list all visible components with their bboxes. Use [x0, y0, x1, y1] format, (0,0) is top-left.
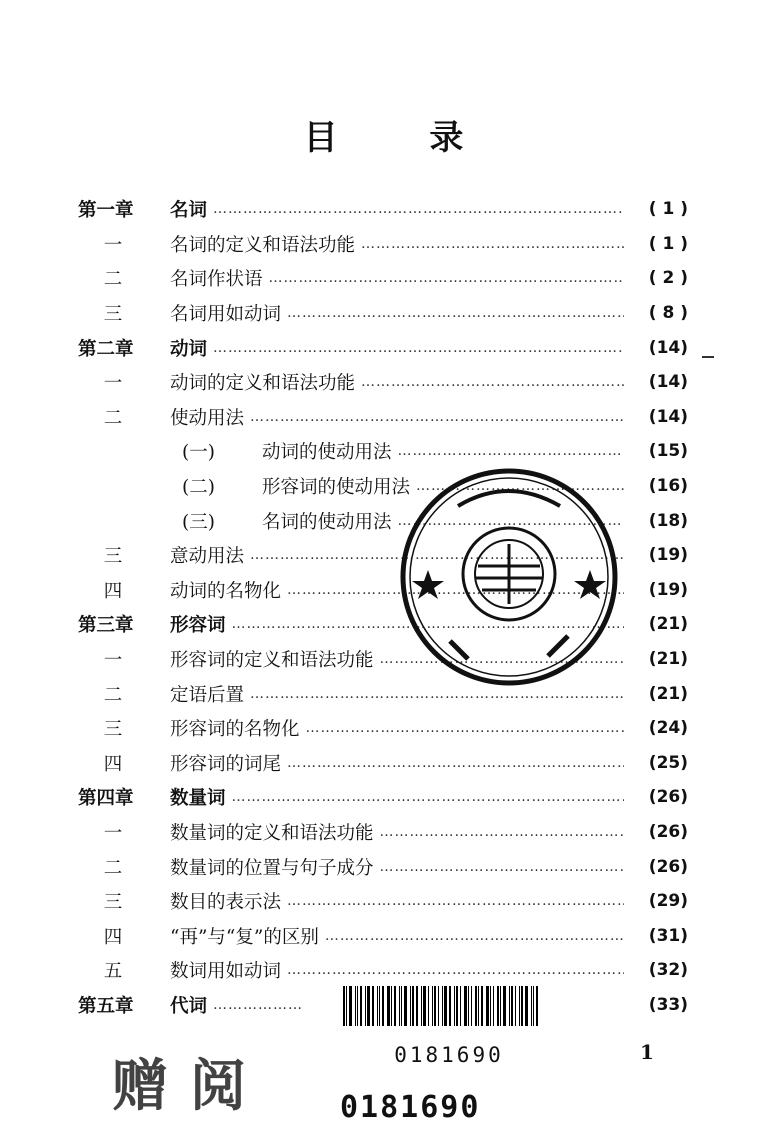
barcode-bar: [493, 986, 494, 1026]
barcode-bar: [444, 986, 447, 1026]
toc-label: “再”与“复”的区别: [170, 926, 319, 948]
toc-number: 三: [103, 304, 123, 326]
toc-label: 名词的使动用法: [262, 511, 392, 533]
barcode: [343, 986, 555, 1026]
barcode-bar: [442, 986, 443, 1026]
toc-page: (16): [648, 476, 688, 497]
barcode-bar: [423, 986, 426, 1026]
toc-row: [78, 434, 688, 469]
toc-page: (14): [648, 406, 688, 427]
leader-dots: [213, 201, 624, 217]
barcode-bar: [428, 986, 429, 1026]
toc-number: 五: [103, 961, 123, 983]
leader-dots: [325, 928, 624, 944]
toc-number: 第五章: [78, 995, 134, 1017]
barcode-bar: [434, 986, 436, 1026]
barcode-bar: [379, 986, 380, 1026]
toc-page: (19): [648, 545, 688, 566]
toc-page: (21): [648, 614, 688, 635]
toc-row: [78, 192, 688, 227]
barcode-bar: [497, 986, 499, 1026]
barcode-bar: [503, 986, 506, 1026]
leader-dots: [287, 755, 624, 771]
barcode-bar: [346, 986, 347, 1026]
page-title: 目 录: [303, 118, 504, 158]
toc-row: [78, 400, 688, 435]
barcode-bar: [421, 986, 422, 1026]
toc-page: (25): [648, 752, 688, 773]
barcode-bar: [481, 986, 483, 1026]
toc-number: 二: [103, 407, 123, 429]
toc-label: 名词: [170, 200, 208, 222]
toc-label: 名词用如动词: [170, 304, 282, 326]
toc-row: [78, 953, 688, 988]
toc-number: 四: [103, 753, 123, 775]
barcode-bar: [387, 986, 390, 1026]
accession-number: 0181690: [340, 1090, 481, 1125]
toc-row: [78, 918, 688, 953]
toc-number: 一: [103, 822, 123, 844]
barcode-bar: [432, 986, 433, 1026]
toc-row: [78, 711, 688, 746]
barcode-bar: [468, 986, 469, 1026]
page-number: 1: [640, 1040, 654, 1064]
toc-number: 三: [103, 719, 123, 741]
barcode-bar: [500, 986, 501, 1026]
toc-number: 四: [103, 580, 123, 602]
toc-number: (一): [182, 442, 215, 464]
toc-number: (二): [182, 477, 215, 499]
toc-number: 四: [103, 926, 123, 948]
toc-page: (31): [648, 925, 688, 946]
leader-dots: [306, 720, 624, 736]
toc-label: 使动用法: [170, 407, 245, 429]
barcode-bar: [464, 986, 467, 1026]
toc-page: (24): [648, 718, 688, 739]
barcode-bar: [486, 986, 489, 1026]
toc-page: ( 8 ): [648, 303, 688, 324]
barcode-bar: [511, 986, 513, 1026]
barcode-bar: [471, 986, 472, 1026]
toc-page: (21): [648, 649, 688, 670]
toc-number: 二: [103, 857, 123, 879]
toc-row: [78, 746, 688, 781]
toc-number: 第二章: [78, 338, 134, 360]
barcode-bar: [519, 986, 520, 1026]
barcode-bar: [454, 986, 455, 1026]
toc-number: 一: [103, 373, 123, 395]
toc-page: (19): [648, 579, 688, 600]
toc-page: ( 1 ): [648, 233, 688, 254]
leader-dots: [269, 270, 624, 286]
leader-dots: [287, 893, 624, 909]
barcode-bar: [355, 986, 356, 1026]
toc-label: 形容词的使动用法: [262, 477, 411, 499]
barcode-bar: [412, 986, 414, 1026]
toc-page: (14): [648, 337, 688, 358]
barcode-bar: [343, 986, 345, 1026]
barcode-bar: [377, 986, 378, 1026]
toc-row: [78, 780, 688, 815]
toc-label: 动词的定义和语法功能: [170, 373, 356, 395]
barcode-bar: [438, 986, 439, 1026]
barcode-bar: [416, 986, 418, 1026]
stray-mark: [702, 356, 714, 358]
gift-stamp: 赠阅: [112, 1053, 268, 1119]
toc-page: (26): [648, 821, 688, 842]
barcode-bar: [357, 986, 358, 1026]
toc-label: 形容词的定义和语法功能: [170, 650, 374, 672]
toc-row: [78, 261, 688, 296]
barcode-bar: [394, 986, 396, 1026]
toc-page: (33): [648, 994, 688, 1015]
barcode-bar: [533, 986, 534, 1026]
toc-label: 名词的定义和语法功能: [170, 234, 356, 256]
leader-dots: [232, 789, 624, 805]
barcode-bar: [509, 986, 510, 1026]
toc-page: ( 1 ): [648, 199, 688, 220]
leader-dots: [287, 962, 624, 978]
library-seal-stamp: [398, 466, 620, 688]
toc-page: (18): [648, 510, 688, 531]
toc-row: [78, 296, 688, 331]
barcode-bar: [525, 986, 528, 1026]
toc-label: 动词的使动用法: [262, 442, 392, 464]
toc-row: [78, 815, 688, 850]
toc-label: 形容词的词尾: [170, 753, 282, 775]
leader-dots: [250, 409, 624, 425]
barcode-bar: [349, 986, 352, 1026]
barcode-bar: [367, 986, 370, 1026]
leader-dots: [361, 236, 624, 252]
toc-number: 三: [103, 892, 123, 914]
barcode-bar: [365, 986, 366, 1026]
toc-row: [78, 365, 688, 400]
toc-label: 数词用如动词: [170, 961, 282, 983]
toc-row: [78, 849, 688, 884]
leader-dots: [380, 824, 624, 840]
toc-number: 第四章: [78, 788, 134, 810]
barcode-bar: [449, 986, 451, 1026]
toc-row: [78, 330, 688, 365]
leader-dots: [361, 374, 624, 390]
barcode-bar: [410, 986, 411, 1026]
toc-label: 定语后置: [170, 684, 245, 706]
toc-page: ( 2 ): [648, 268, 688, 289]
toc-label: 形容词的名物化: [170, 719, 300, 741]
barcode-bar: [521, 986, 523, 1026]
barcode-bar: [391, 986, 392, 1026]
toc-label: 动词的名物化: [170, 580, 282, 602]
leader-dots: [380, 859, 624, 875]
toc-page: (26): [648, 787, 688, 808]
toc-number: 二: [103, 684, 123, 706]
toc-row: [78, 884, 688, 919]
barcode-bar: [475, 986, 477, 1026]
barcode-bar: [456, 986, 458, 1026]
toc-number: 一: [103, 650, 123, 672]
toc-label: 名词作状语: [170, 269, 263, 291]
toc-label: 意动用法: [170, 546, 245, 568]
barcode-bar: [531, 986, 532, 1026]
barcode-bar: [372, 986, 374, 1026]
toc-page: (29): [648, 891, 688, 912]
leader-dots: [213, 997, 303, 1013]
toc-page: (26): [648, 856, 688, 877]
toc-label: 数量词的位置与句子成分: [170, 857, 374, 879]
barcode-number: 0181690: [394, 1043, 504, 1067]
toc-page: (14): [648, 372, 688, 393]
barcode-bar: [399, 986, 400, 1026]
toc-number: 第三章: [78, 615, 134, 637]
leader-dots: [287, 305, 624, 321]
barcode-bar: [478, 986, 479, 1026]
toc-row: [78, 227, 688, 262]
toc-page: (32): [648, 960, 688, 981]
barcode-bar: [360, 986, 362, 1026]
barcode-bar: [382, 986, 384, 1026]
toc-number: 一: [103, 234, 123, 256]
barcode-bar: [515, 986, 516, 1026]
leader-dots: [250, 686, 624, 702]
toc-label: 动词: [170, 338, 208, 360]
leader-dots: [213, 340, 624, 356]
barcode-bar: [401, 986, 402, 1026]
toc-number: 二: [103, 269, 123, 291]
toc-label: 形容词: [170, 615, 226, 637]
barcode-bar: [404, 986, 407, 1026]
toc-label: 代词: [170, 995, 208, 1017]
toc-label: 数量词的定义和语法功能: [170, 822, 374, 844]
toc-page: (21): [648, 683, 688, 704]
barcode-bar: [490, 986, 491, 1026]
toc-page: (15): [648, 441, 688, 462]
barcode-bar: [536, 986, 538, 1026]
leader-dots: [398, 443, 624, 459]
barcode-bar: [460, 986, 461, 1026]
toc-number: (三): [182, 511, 215, 533]
toc-label: 数目的表示法: [170, 892, 282, 914]
toc-number: 三: [103, 546, 123, 568]
toc-number: 第一章: [78, 200, 134, 222]
toc-label: 数量词: [170, 788, 226, 810]
